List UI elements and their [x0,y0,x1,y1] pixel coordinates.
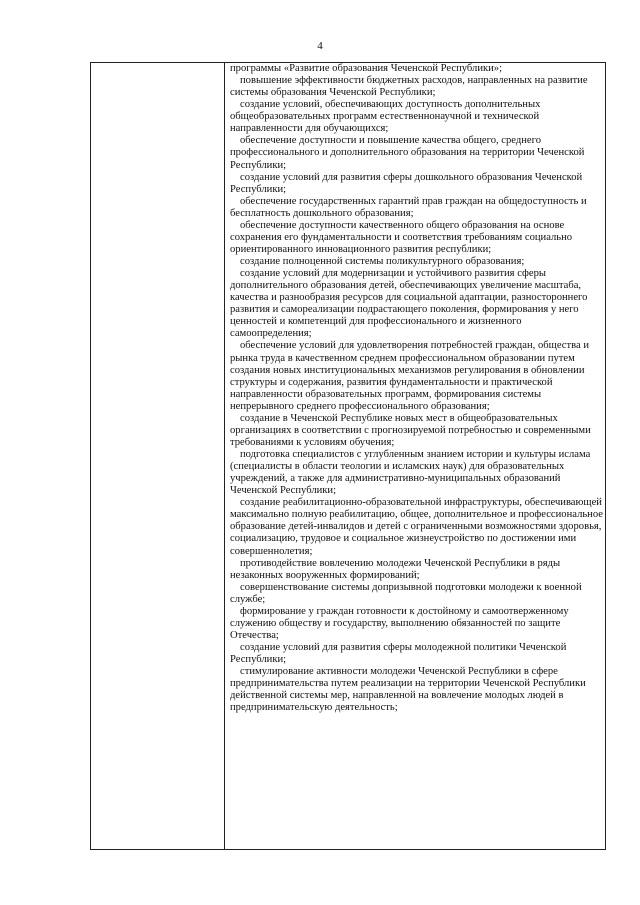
paragraph: программы «Развитие образования Чеченской Республики»; [230,63,503,74]
paragraph: подготовка специалистов с углубленным знанием истории и культуры ислама (специалисты в области теологии и исламских наук) для образовательных учреждений, а также для административно-муниципальных образований Чеченской Республики; [230,449,591,497]
paragraph: обеспечение условий для удовлетворения потребностей граждан, общества и рынка труда в качественном среднем профессиональном образовании путем создания новых институциональных механизмов регулирования в обновлении структуры и содержания, развития фундаментальности и практической направленности образовательных программ, формирования системы непрерывного среднего профессионального образования; [230,340,589,412]
paragraph: создание полноценной системы поликультурного образования; [240,256,525,267]
page-number: 4 [317,40,323,52]
paragraph: обеспечение доступности и повышение качества общего, среднего профессионального и дополнительного образования на территории Чеченской Республики; [230,135,585,171]
paragraph: создание условий, обеспечивающих доступность дополнительных общеобразовательных программ естественнонаучной и технической направленности для обучающихся; [230,99,541,135]
document-table [90,62,606,850]
paragraph: совершенствование системы допризывной подготовки молодежи к военной службе; [230,581,582,605]
paragraph: обеспечение государственных гарантий прав граждан на общедоступность и бесплатность дошкольного образования; [230,195,587,219]
table-left-column [91,63,225,849]
paragraph: создание реабилитационно-образовательной инфраструктуры, обеспечивающей максимально полную реабилитацию, общее, дополнительное и профессиональное образование детей-инвалидов и детей с ограниченными возможностями здоровья, социализацию, трудовое и социальное жизнеустройство по достижении ими совершеннолетия; [230,497,603,557]
paragraph: создание в Чеченской Республике новых мест в общеобразовательных организациях в соответствии с прогнозируемой потребностью и современными требованиями к условиям обучения; [230,412,591,448]
paragraph: противодействие вовлечению молодежи Чеченской Республики в ряды незаконных вооруженных формирований; [230,557,561,581]
paragraph: повышение эффективности бюджетных расходов, направленных на развитие системы образования Чеченской Республики; [230,75,588,99]
paragraph: создание условий для развития сферы молодежной политики Чеченской Республики; [230,642,567,666]
paragraph: создание условий для модернизации и устойчивого развития сферы дополнительного образования детей, обеспечивающих увеличение масштаба, качества и разнообразия ресурсов для социальной адаптации, разностороннего развития и самореализации подрастающего поколения, формирования у него ценностей и компетенций для профессионального и жизненного самоопределения; [230,268,588,340]
paragraph: стимулирование активности молодежи Чеченской Республики в сфере предпринимательства путем реализации на территории Чеченской Республики действенной системы мер, направленной на вовлечение молодых людей в предпринимательскую деятельность; [230,666,586,714]
paragraph: формирование у граждан готовности к достойному и самоотверженному служению обществу и государству, выполнению обязанностей по защите Отечества; [230,605,569,641]
table-right-column [225,63,607,849]
paragraph: создание условий для развития сферы дошкольного образования Чеченской Республики; [230,171,583,195]
paragraph: обеспечение доступности качественного общего образования на основе сохранения его фундаментальности и соответствия требованиям социально ориентированного инновационного развития республики; [230,219,573,255]
